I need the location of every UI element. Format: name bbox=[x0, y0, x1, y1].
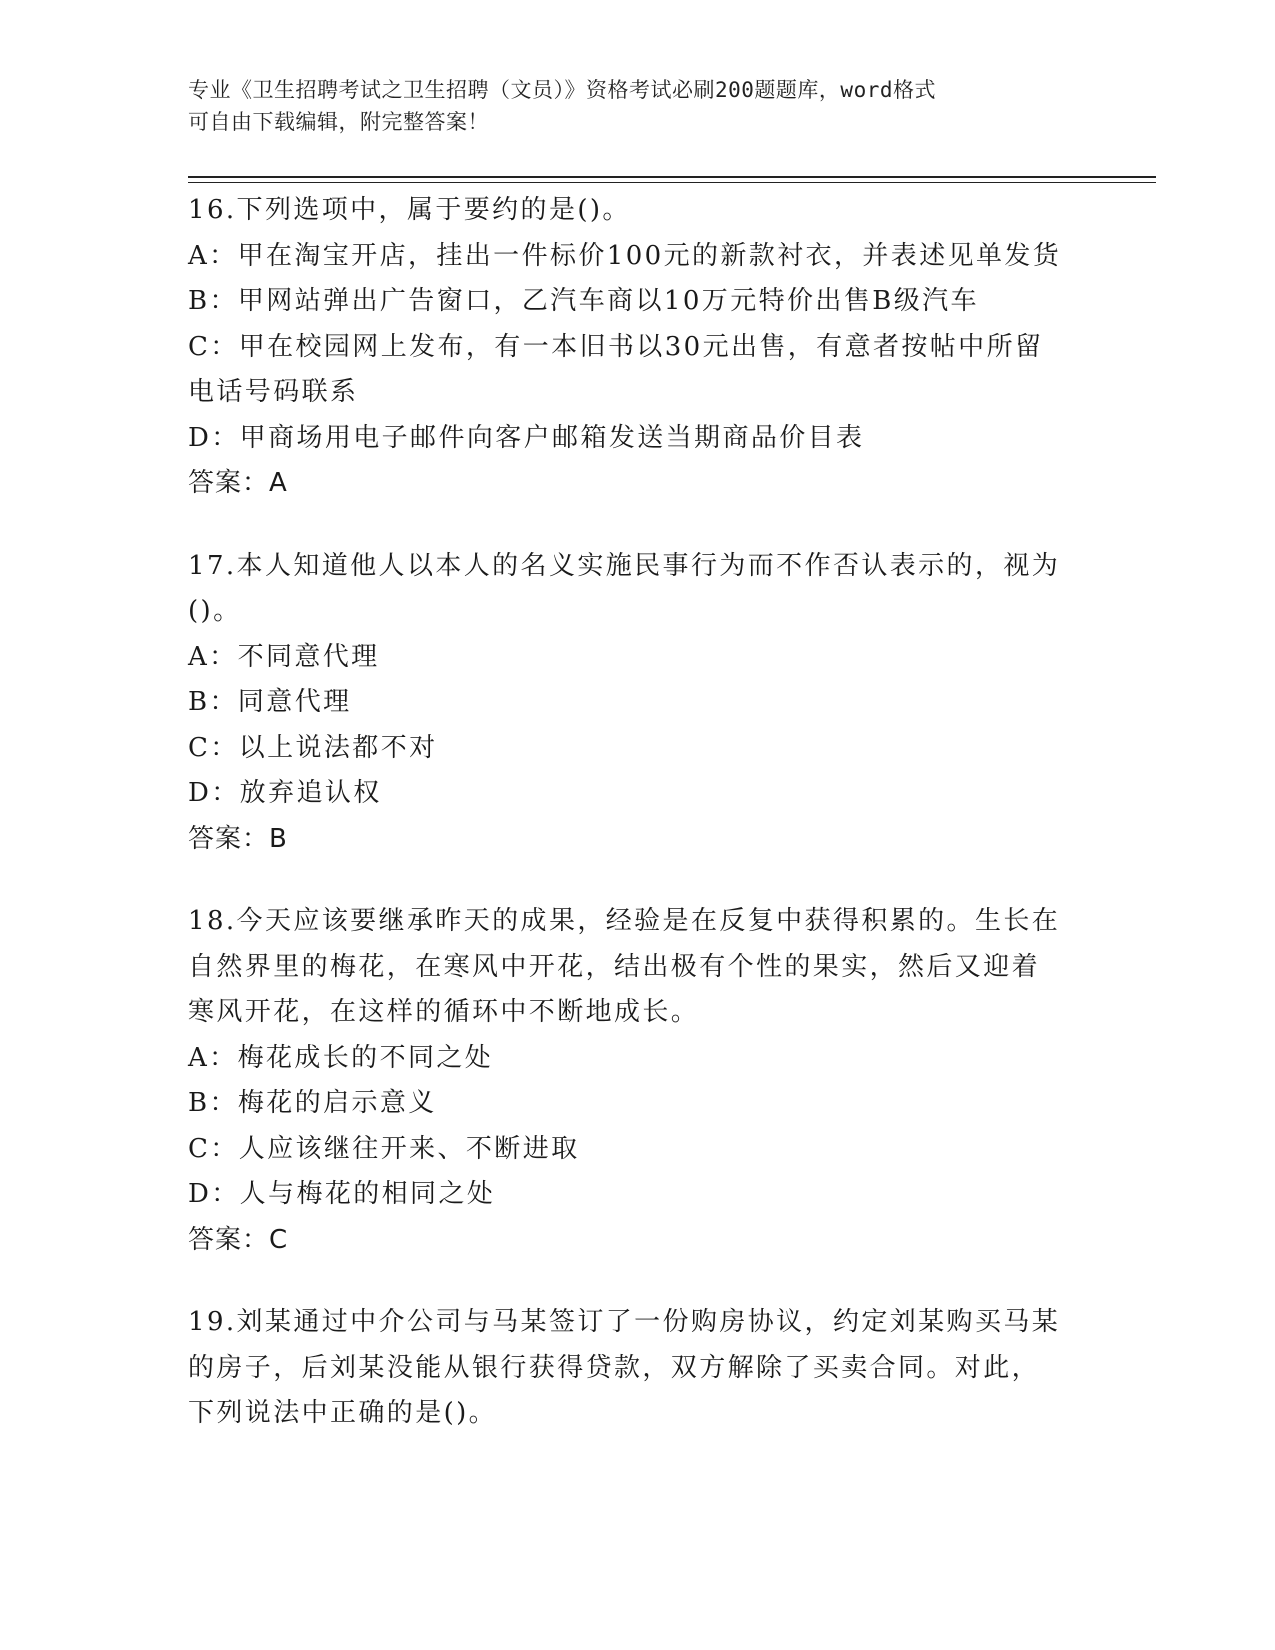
question-stem: 17.本人知道他人以本人的名义实施民事行为而不作否认表示的，视为 bbox=[188, 550, 1061, 581]
option-a: A：甲在淘宝开店，挂出一件标价100元的新款衬衣，并表述见单发货 bbox=[188, 240, 1062, 271]
question-stem: 19.刘某通过中介公司与马某签订了一份购房协议，约定刘某购买马某 bbox=[188, 1307, 1061, 1337]
option-c: C：甲在校园网上发布，有一本旧书以30元出售，有意者按帖中所留 bbox=[188, 331, 1044, 362]
question-stem-continued: 的房子，后刘某没能从银行获得贷款，双方解除了买卖合同。对此， bbox=[188, 1352, 1041, 1383]
header-divider-thin bbox=[188, 182, 1156, 183]
question-stem: 18.今天应该要继承昨天的成果，经验是在反复中获得积累的。生长在 bbox=[188, 906, 1061, 936]
option-b: B：同意代理 bbox=[188, 687, 352, 717]
answer: 答案：C bbox=[188, 1224, 289, 1255]
question-stem-continued: 自然界里的梅花，在寒风中开花，结出极有个性的果实，然后又迎着 bbox=[188, 951, 1041, 982]
header-line-2: 可自由下载编辑，附完整答案！ bbox=[188, 110, 489, 134]
question-stem-continued: 寒风开花，在这样的循环中不断地成长。 bbox=[188, 997, 700, 1027]
option-a: A：不同意代理 bbox=[188, 641, 380, 672]
option-c-continued: 电话号码联系 bbox=[188, 377, 359, 407]
question-stem-continued: 下列说法中正确的是()。 bbox=[188, 1398, 498, 1428]
option-d: D：人与梅花的相同之处 bbox=[188, 1179, 496, 1209]
header-line-1: 专业《卫生招聘考试之卫生招聘（文员）》资格考试必刷200题题库，word格式 bbox=[188, 78, 936, 102]
header-divider-thick bbox=[188, 176, 1156, 178]
answer: 答案：B bbox=[188, 823, 288, 854]
option-c: C：以上说法都不对 bbox=[188, 732, 438, 763]
option-d: D：甲商场用电子邮件向客户邮箱发送当期商品价目表 bbox=[188, 422, 865, 453]
option-b: B：甲网站弹出广告窗口，乙汽车商以10万元特价出售B级汽车 bbox=[188, 286, 979, 316]
question-16 bbox=[188, 188, 1088, 507]
question-stem: 16.下列选项中，属于要约的是()。 bbox=[188, 195, 631, 225]
question-18 bbox=[188, 899, 1088, 1263]
option-a: A：梅花成长的不同之处 bbox=[188, 1042, 494, 1073]
question-17 bbox=[188, 544, 1088, 863]
question-list bbox=[188, 188, 1088, 1474]
option-b: B：梅花的启示意义 bbox=[188, 1088, 437, 1118]
option-d: D：放弃追认权 bbox=[188, 778, 382, 808]
document-header bbox=[188, 74, 1068, 138]
question-stem-continued: ()。 bbox=[188, 596, 242, 626]
question-19 bbox=[188, 1300, 1088, 1437]
option-c: C：人应该继往开来、不断进取 bbox=[188, 1133, 580, 1164]
answer: 答案：A bbox=[188, 468, 288, 498]
